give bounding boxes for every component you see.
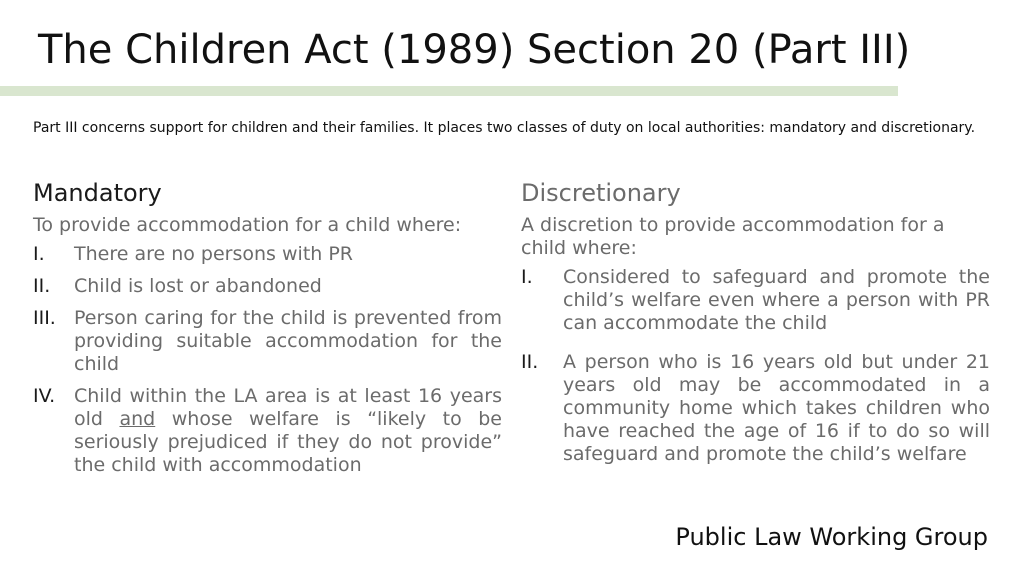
discretionary-heading: Discretionary [521,179,681,207]
discretionary-column [521,176,990,482]
footer-organization: Public Law Working Group [675,523,988,551]
item-text: There are no persons with PR [74,243,354,265]
item-text-after: whose welfare is “likely to be seriously prejudiced if they do not provide” the child with accommodation [74,408,502,476]
list-item [33,275,502,298]
item-number: IV. [33,385,56,407]
item-number: I. [521,266,533,288]
item-number: II. [33,275,51,297]
mandatory-lead: To provide accommodation for a child where: [33,214,462,236]
intro-text: Part III concerns support for children and their families. It places two classes of duty on local authorities: mandatory and discretionary. [33,120,976,136]
item-text: Considered to safeguard and promote the child’s welfare even where a person with PR can accommodate the child [563,266,990,334]
mandatory-heading: Mandatory [33,179,162,207]
item-number: III. [33,307,56,329]
list-item [33,243,502,266]
item-number: II. [521,351,539,373]
item-text-underlined: and [119,408,156,430]
mandatory-list [33,243,502,477]
mandatory-column [33,176,502,486]
item-text-before: Child within the LA area is at least 16 years old [74,385,502,430]
title-underline-bar [0,86,898,96]
item-text: Child is lost or abandoned [74,275,322,297]
item-number: I. [33,243,45,265]
item-text: A person who is 16 years old but under 21 years old may be accommodated in a community home which takes children who have reached the age of 16 if to do so will safeguard and promote the child’s welfare [563,351,990,465]
list-item [33,385,502,477]
list-item [521,266,990,335]
item-text: Person caring for the child is prevented from providing suitable accommodation for the child [74,307,502,375]
discretionary-list [521,266,990,466]
slide-title: The Children Act (1989) Section 20 (Part III) [38,27,911,73]
list-item [521,351,990,466]
discretionary-lead: A discretion to provide accommodation for a child where: [521,214,945,259]
list-item [33,307,502,376]
